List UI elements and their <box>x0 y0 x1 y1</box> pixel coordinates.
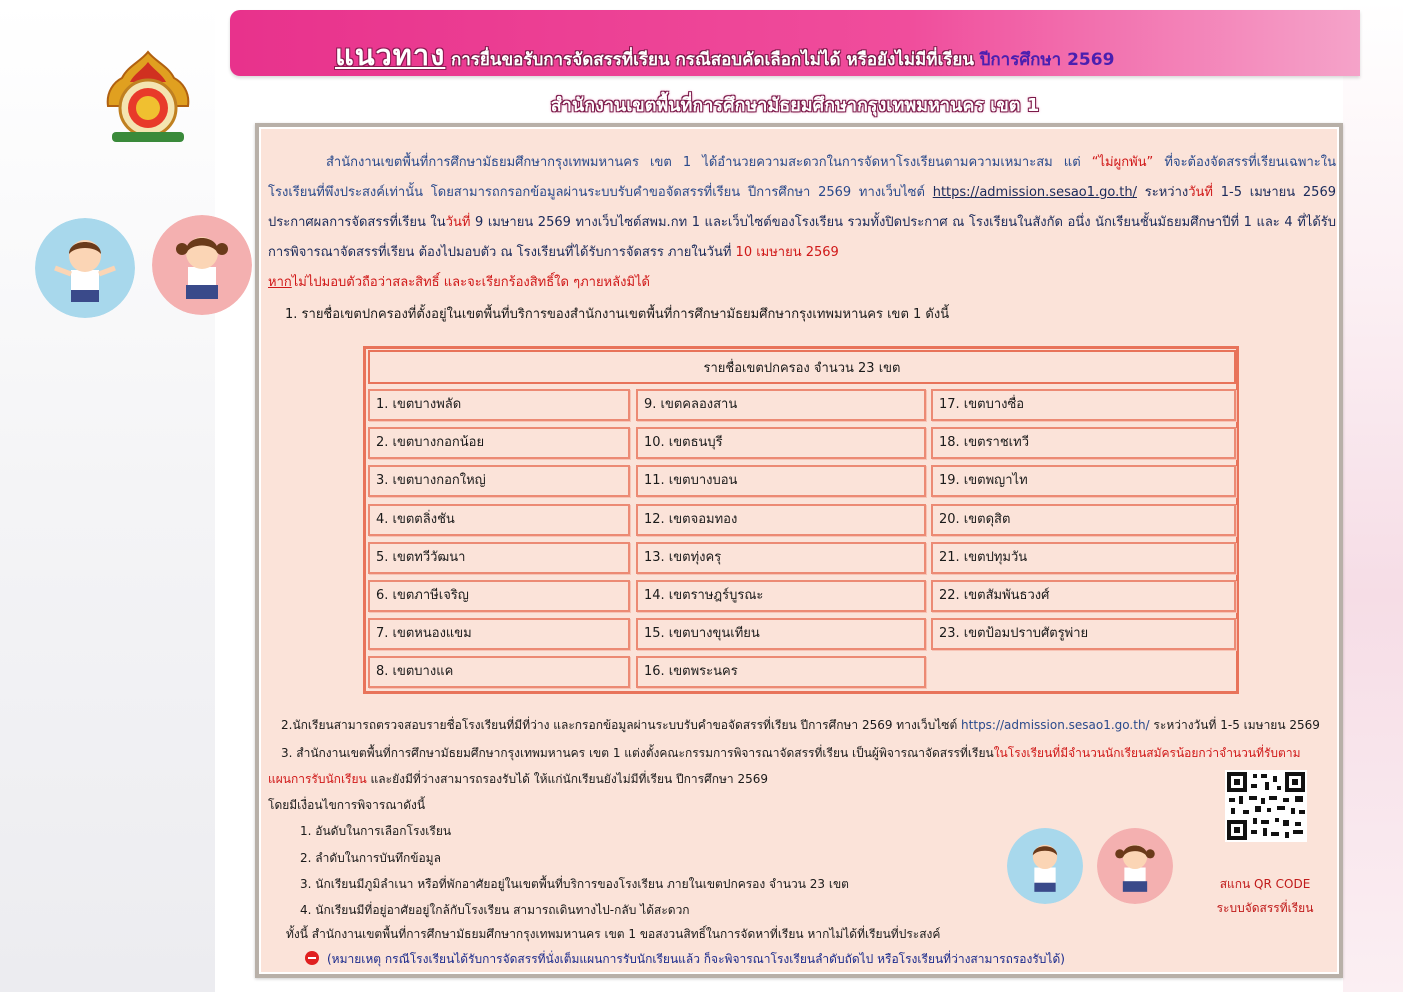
header-year: ปีการศึกษา 2569 <box>979 50 1115 70</box>
item-1-heading: 1. รายชื่อเขตปกครองที่ตั้งอยู่ในเขตพื้นที่บริการของสำนักงานเขตพื้นที่การศึกษามัธยมศึกษากรุงเทพมหานคร เขต 1 ดังนี้ <box>285 307 950 322</box>
header-office-name: สำนักงานเขตพื้นที่การศึกษามัธยมศึกษากรุงเทพมหานคร เขต 1 <box>550 95 1040 116</box>
intro-text-2: ที่จะต้องจัดสรรที่เรียนเฉพาะในโรงเรียนที่พึงประสงค์เท่านั้น โดยสามารถกรอกข้อมูลผ่านระบบรับคำขอจัดสรรที่เรียน ปีการศึกษา 2569 ทางเว็บไซต์ <box>268 155 1336 200</box>
header-main-title: แนวทาง <box>335 38 446 72</box>
right-decoration-background <box>1343 0 1403 992</box>
remark-text: (หมายเหตุ กรณีโรงเรียนได้รับการจัดสรรที่นั่งเต็มแผนการรับนักเรียนแล้ว ก็จะพิจารณาโรงเรียนลำดับถัดไป หรือโรงเรียนที่ว่างสามารถรองรับได้) <box>327 952 1065 966</box>
table-cell: 21. เขตปทุมวัน <box>931 542 1236 574</box>
intro-text-4: 1-5 เมษายน 2569 ประกาศผลการจัดสรรที่เรียน ใน <box>268 185 1336 230</box>
intro-deadline: 10 เมษายน 2569 <box>735 245 839 260</box>
qr-caption-line-2: ระบบจัดสรรที่เรียน <box>1216 901 1314 915</box>
table-cell: 23. เขตป้อมปราบศัตรูพ่าย <box>931 618 1236 650</box>
item-3-highlight: ในโรงเรียนที่มีจำนวนนักเรียนสมัครน้อยกว่าจำนวนที่รับตามแผนการรับนักเรียน <box>268 746 1301 786</box>
condition-item: 1. อันดับในการเลือกโรงเรียน <box>300 824 452 838</box>
table-cell: 7. เขตหนองแขม <box>368 618 630 650</box>
boy-student-illustration-small <box>1007 828 1083 904</box>
qr-caption <box>1195 872 1335 920</box>
item-3-paragraph <box>268 740 1308 792</box>
intro-date-label-1: วันที่ <box>1188 185 1214 200</box>
boy-student-illustration <box>35 218 135 318</box>
table-cell: 20. เขตดุสิต <box>931 504 1236 536</box>
table-cell: 10. เขตธนบุรี <box>636 427 926 459</box>
table-cell: 18. เขตราชเทวี <box>931 427 1236 459</box>
intro-if: หาก <box>268 275 292 290</box>
table-cell: 5. เขตทวีวัฒนา <box>368 542 630 574</box>
table-cell: 12. เขตจอมทอง <box>636 504 926 536</box>
table-cell: 9. เขตคลองสาน <box>636 389 926 421</box>
condition-item: 4. นักเรียนมีที่อยู่อาศัยอยู่ใกล้กับโรงเรียน สามารถเดินทางไป-กลับ ได้สะดวก <box>300 903 690 917</box>
item-3-text: 3. สำนักงานเขตพื้นที่การศึกษามัธยมศึกษากรุงเทพมหานคร เขต 1 แต่งตั้งคณะกรรมการพิจารณาจัดสรรที่เรียน เป็นผู้พิจารณาจัดสรรที่เรียน <box>281 746 994 760</box>
emblem-logo <box>98 48 198 148</box>
condition-item: 3. นักเรียนมีภูมิลำเนา หรือที่พักอาศัยอยู่ในเขตพื้นที่บริการของโรงเรียน ภายในเขตปกครอง จำนวน 23 เขต <box>300 877 849 891</box>
header-subtitle: การยื่นขอรับการจัดสรรที่เรียน กรณีสอบคัดเลือกไม่ได้ หรือยังไม่มีที่เรียน <box>450 50 974 70</box>
girl-student-illustration <box>152 215 252 315</box>
closing-statement: ทั้งนี้ สำนักงานเขตพื้นที่การศึกษามัธยมศึกษากรุงเทพมหานคร เขต 1 ขอสงวนสิทธิ์ในการจัดหาที่เรียน หากไม่ได้ที่เรียนที่ประสงค์ <box>286 927 941 941</box>
table-cell: 15. เขตบางขุนเทียน <box>636 618 926 650</box>
table-cell: 3. เขตบางกอกใหญ่ <box>368 465 630 497</box>
condition-item: 2. ลำดับในการบันทึกข้อมูล <box>300 851 441 865</box>
district-table-title: รายชื่อเขตปกครอง จำนวน 23 เขต <box>368 350 1236 384</box>
table-cell: 2. เขตบางกอกน้อย <box>368 427 630 459</box>
table-cell: 22. เขตสัมพันธวงศ์ <box>931 580 1236 612</box>
table-cell: 1. เขตบางพลัด <box>368 389 630 421</box>
intro-text-3: ระหว่าง <box>1137 185 1189 200</box>
table-cell: 17. เขตบางซื่อ <box>931 389 1236 421</box>
header-title <box>335 32 1345 72</box>
table-cell: 8. เขตบางแค <box>368 656 630 688</box>
intro-text-1: สำนักงานเขตพื้นที่การศึกษามัธยมศึกษากรุงเทพมหานคร เขต 1 ได้อำนวยความสะดวกในการจัดหาโรงเรียนตามความเหมาะสม แต่ <box>326 155 1092 170</box>
item-3-text-end: และยังมีที่ว่างสามารถรองรับได้ ให้แก่นักเรียนยังไม่มีที่เรียน ปีการศึกษา 2569 <box>366 772 768 786</box>
item-2-text: 2.นักเรียนสามารถตรวจสอบรายชื่อโรงเรียนที่มีที่ว่าง และกรอกข้อมูลผ่านระบบรับคำขอจัดสรรที่เรียน ปีการศึกษา 2569 ทางเว็บไซต์ <box>281 718 962 732</box>
table-cell: 11. เขตบางบอน <box>636 465 926 497</box>
intro-paragraph <box>268 148 1336 298</box>
intro-not-binding: “ไม่ผูกพัน” <box>1091 155 1154 170</box>
table-cell: 4. เขตตลิ่งชัน <box>368 504 630 536</box>
qr-code-icon[interactable] <box>1225 770 1307 842</box>
no-entry-icon <box>305 951 319 965</box>
qr-caption-line-1: สแกน QR CODE <box>1219 877 1311 891</box>
intro-text-5: 9 เมษายน 2569 ทางเว็บไซต์สพม.กท 1 และเว็บไซต์ของโรงเรียน รวมทั้งปิดประกาศ ณ โรงเรียนในสังกัด อนึ่ง นักเรียนชั้นมัธยมศึกษาปีที่ 1 และ 4 ที่ได้รับการพิจารณาจัดสรรที่เรียน ต้องไปมอบตัว ณ โรงเรียนที่ได้รับการจัดสรร ภายในวันที่ <box>268 215 1337 260</box>
intro-forfeit-warning: ไม่ไปมอบตัวถือว่าสละสิทธิ์ และจะเรียกร้องสิทธิ์ใด ๆภายหลังมิได้ <box>291 275 650 290</box>
table-cell: 6. เขตภาษีเจริญ <box>368 580 630 612</box>
intro-date-label-2: วันที่ <box>445 215 471 230</box>
item-2-website-link[interactable]: https://admission.sesao1.go.th/ <box>961 718 1150 732</box>
conditions-title: โดยมีเงื่อนไขการพิจารณาดังนี้ <box>268 798 426 812</box>
remark-note <box>305 950 1065 969</box>
table-cell: 13. เขตทุ่งครุ <box>636 542 926 574</box>
girl-student-illustration-small <box>1097 828 1173 904</box>
table-cell: 16. เขตพระนคร <box>636 656 926 688</box>
table-cell: 14. เขตราษฎร์บูรณะ <box>636 580 926 612</box>
item-2-paragraph <box>281 716 1320 735</box>
left-sidebar-background <box>0 0 215 992</box>
intro-website-link[interactable]: https://admission.sesao1.go.th/ <box>932 185 1137 200</box>
table-cell: 19. เขตพญาไท <box>931 465 1236 497</box>
item-2-dates: ระหว่างวันที่ 1-5 เมษายน 2569 <box>1149 718 1320 732</box>
